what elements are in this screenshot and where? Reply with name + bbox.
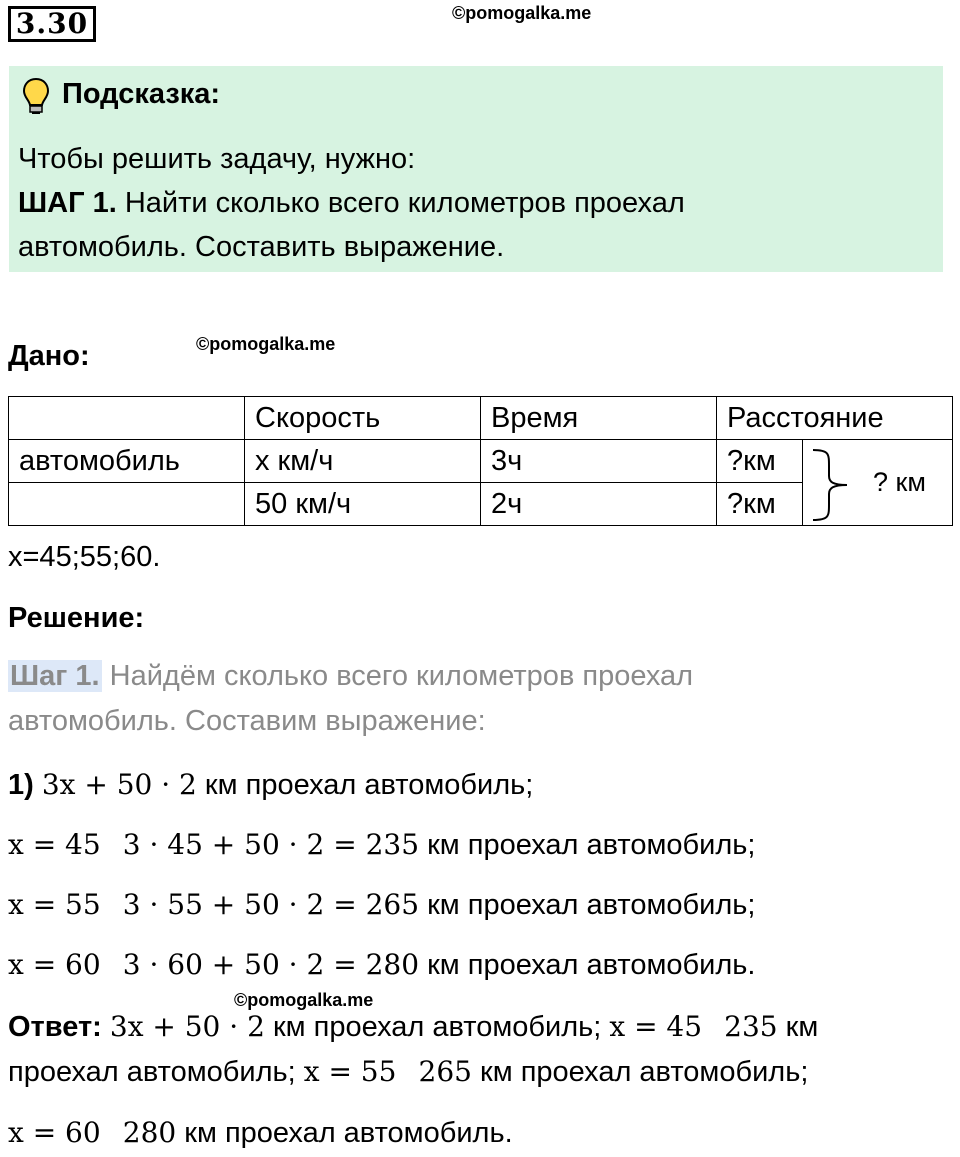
- hint-step-line: [18, 187, 685, 220]
- line-number: 1): [8, 769, 34, 801]
- table-cell: ?км: [717, 483, 803, 526]
- given-label: Дано:: [8, 340, 90, 372]
- solution-line-1: [8, 768, 533, 802]
- math-x: x = 60: [8, 948, 101, 981]
- line-text: проехал автомобиль;: [8, 1056, 304, 1088]
- line-text: км проехал автомобиль;: [419, 829, 756, 861]
- line-text: км: [777, 1011, 819, 1043]
- brace-label: ? км: [873, 467, 926, 497]
- line-text: км проехал автомобиль;: [264, 1011, 610, 1043]
- given-table: [8, 396, 953, 526]
- brace-cell: [803, 440, 953, 526]
- math-value: 265: [418, 1055, 472, 1088]
- calc-line: [8, 888, 755, 922]
- table-cell: автомобиль: [9, 440, 245, 483]
- solution-step-line: [8, 660, 693, 693]
- line-text: км проехал автомобиль;: [419, 889, 756, 921]
- watermark: ©pomogalka.me: [234, 990, 374, 1010]
- problem-number: 3.30: [8, 6, 96, 42]
- table-cell: x км/ч: [245, 440, 481, 483]
- x-values: x=45;55;60.: [8, 541, 161, 573]
- solution-label: Решение:: [8, 602, 145, 634]
- table-header: Время: [481, 397, 717, 440]
- math-expression: 3 · 55 + 50 · 2 = 265: [122, 888, 420, 921]
- math-x: x = 60: [8, 1116, 101, 1149]
- solution-step-text: Найдём сколько всего километров проехал: [101, 660, 694, 692]
- solution-step-text-2: автомобиль. Составим выражение:: [8, 705, 486, 737]
- solution-step-label: Шаг 1.: [10, 660, 100, 692]
- hint-intro: Чтобы решить задачу, нужно:: [18, 143, 416, 175]
- line-text: км проехал автомобиль;: [471, 1056, 809, 1088]
- calc-line: [8, 948, 755, 982]
- table-cell: 3ч: [481, 440, 717, 483]
- table-row: [9, 397, 953, 440]
- watermark: ©pomogalka.me: [452, 3, 592, 23]
- lightbulb-icon: [20, 76, 52, 121]
- math-expression: 3 · 45 + 50 · 2 = 235: [122, 828, 420, 861]
- math-value: 280: [122, 1116, 177, 1149]
- table-header: Скорость: [245, 397, 481, 440]
- math-expression: 3 · 60 + 50 · 2 = 280: [122, 948, 420, 981]
- math-expression: 3x + 50 · 2: [41, 768, 197, 801]
- math-value: 235: [724, 1010, 778, 1043]
- line-text: км проехал автомобиль;: [196, 769, 534, 801]
- math-x: x = 45: [609, 1010, 703, 1043]
- table-cell: 50 км/ч: [245, 483, 481, 526]
- calc-line: [8, 828, 755, 862]
- math-x: x = 55: [8, 888, 101, 921]
- hint-step-text: Найти сколько всего километров проехал: [116, 187, 685, 219]
- answer-line-3: [8, 1116, 513, 1150]
- math-x: x = 55: [303, 1055, 397, 1088]
- table-cell: [9, 397, 245, 440]
- table-row: [9, 440, 953, 483]
- math-expression: 3x + 50 · 2: [109, 1010, 265, 1043]
- answer-line-1: [8, 1010, 818, 1044]
- watermark: ©pomogalka.me: [196, 334, 336, 354]
- line-text: км проехал автомобиль.: [419, 949, 756, 981]
- brace-icon: [807, 446, 863, 524]
- line-text: км проехал автомобиль.: [176, 1117, 513, 1149]
- answer-line-2: [8, 1055, 808, 1089]
- hint-step-text-2: автомобиль. Составить выражение.: [18, 231, 505, 263]
- hint-step-label: ШАГ 1.: [18, 187, 117, 219]
- hint-title: Подсказка:: [62, 78, 221, 110]
- math-x: x = 45: [8, 828, 101, 861]
- table-cell: ?км: [717, 440, 803, 483]
- table-cell: [9, 483, 245, 526]
- table-cell: 2ч: [481, 483, 717, 526]
- table-header: Расстояние: [717, 397, 953, 440]
- answer-label: Ответ:: [8, 1011, 102, 1043]
